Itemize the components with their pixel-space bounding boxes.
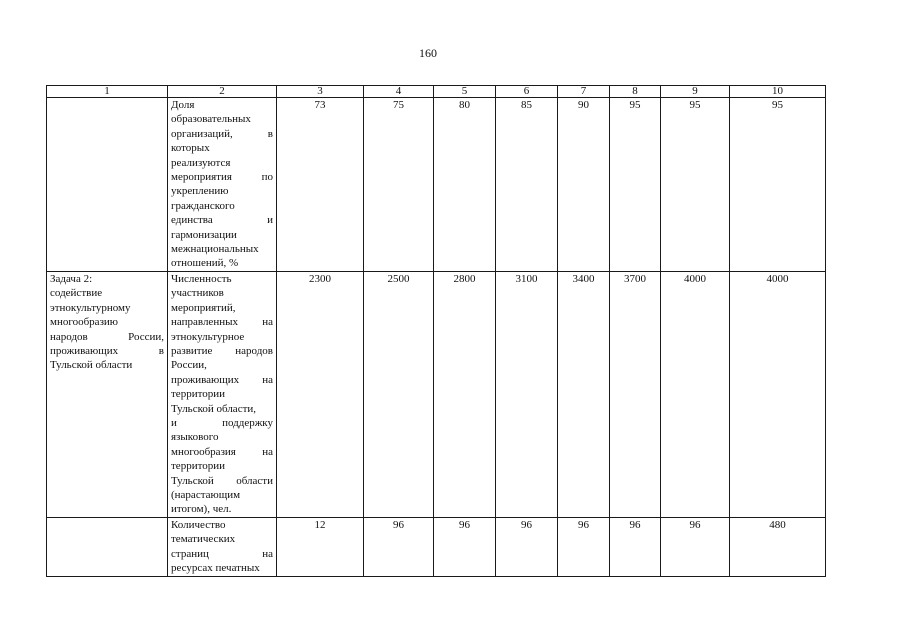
line-segment: в (158, 344, 164, 357)
table-row (47, 517, 826, 576)
line-segment: территории (171, 388, 226, 401)
indicator-line (171, 344, 273, 358)
line-segment: территории (171, 460, 226, 473)
task-cell (47, 271, 168, 517)
value-cell-col-6: 3100 (496, 271, 558, 517)
indicator-line (171, 228, 273, 242)
page-number: 160 (419, 46, 437, 60)
line-segment: содействие (50, 287, 103, 300)
indicator-line (171, 387, 273, 401)
line-segment: единства (171, 214, 213, 227)
line-segment: образовательных (171, 113, 251, 126)
header-col-8: 8 (610, 86, 661, 98)
value-cell-col-6: 85 (496, 98, 558, 272)
line-segment: Задача 2: (50, 272, 93, 285)
line-segment: многообразию (50, 316, 119, 329)
indicator-line (171, 301, 273, 315)
value-cell-col-7: 3400 (558, 271, 610, 517)
value-cell-col-4: 2500 (364, 271, 434, 517)
header-col-6: 6 (496, 86, 558, 98)
header-col-3: 3 (277, 86, 364, 98)
indicator-line (171, 518, 273, 532)
indicator-line (171, 474, 273, 488)
value-cell-col-3: 12 (277, 517, 364, 576)
line-segment: Доля (171, 99, 195, 111)
indicator-line (171, 315, 273, 329)
value-cell-col-10: 95 (730, 98, 826, 272)
indicator-line (171, 141, 273, 155)
line-segment: Тульской области (50, 359, 133, 372)
value-cell-col-4: 96 (364, 517, 434, 576)
value-cell-col-5: 80 (434, 98, 496, 272)
value-cell-col-5: 2800 (434, 271, 496, 517)
value-cell-col-9: 4000 (661, 271, 730, 517)
value-cell-col-3: 73 (277, 98, 364, 272)
line-segment: страниц (171, 547, 209, 560)
line-segment: на (262, 445, 273, 458)
line-segment: мероприятий, (171, 301, 236, 314)
indicator-cell (168, 517, 277, 576)
line-segment: проживающих (171, 373, 240, 386)
header-col-1: 1 (47, 86, 168, 98)
line-segment: реализуются (171, 156, 231, 169)
table-row (47, 98, 826, 272)
line-segment: направленных (171, 316, 238, 329)
indicator-line (171, 199, 273, 213)
line-segment: Тульской области, (171, 402, 257, 415)
indicators-table (46, 85, 826, 577)
value-cell-col-10: 480 (730, 517, 826, 576)
line-segment: по (261, 171, 273, 184)
line-segment: на (262, 547, 273, 560)
task-line (50, 272, 164, 286)
indicator-line (171, 156, 273, 170)
indicator-line (171, 561, 273, 575)
indicator-line (171, 272, 273, 286)
line-segment: народов (50, 330, 88, 343)
value-cell-col-9: 95 (661, 98, 730, 272)
indicator-line (171, 330, 273, 344)
line-segment: Количество (171, 518, 226, 531)
line-segment: и (171, 416, 177, 429)
indicator-line (171, 127, 273, 141)
task-line (50, 358, 164, 372)
indicator-line (171, 184, 273, 198)
line-segment: народов (235, 344, 273, 357)
value-cell-col-7: 90 (558, 98, 610, 272)
line-segment: организаций, (171, 127, 233, 140)
indicator-cell (168, 271, 277, 517)
value-cell-col-6: 96 (496, 517, 558, 576)
line-segment: итогом), чел. (171, 503, 232, 516)
task-line (50, 344, 164, 358)
header-col-9: 9 (661, 86, 730, 98)
indicator-line (171, 242, 273, 256)
line-segment: в (267, 127, 273, 140)
line-segment: отношений, % (171, 257, 239, 270)
table-header-row (47, 86, 826, 98)
task-cell (47, 98, 168, 272)
task-line (50, 315, 164, 329)
indicator-line (171, 488, 273, 502)
line-segment: Численность (171, 272, 232, 285)
header-col-2: 2 (168, 86, 277, 98)
task-line (50, 330, 164, 344)
line-segment: многообразия (171, 445, 236, 458)
indicator-line (171, 459, 273, 473)
indicator-line (171, 532, 273, 546)
line-segment: мероприятия (171, 171, 232, 184)
indicator-line (171, 213, 273, 227)
value-cell-col-10: 4000 (730, 271, 826, 517)
header-col-5: 5 (434, 86, 496, 98)
indicator-line (171, 358, 273, 372)
indicator-line (171, 98, 273, 112)
indicator-line (171, 373, 273, 387)
header-col-7: 7 (558, 86, 610, 98)
line-segment: языкового (171, 431, 219, 444)
line-segment: области (236, 474, 273, 487)
indicator-line (171, 430, 273, 444)
line-segment: ресурсах печатных (171, 562, 260, 575)
line-segment: участников (171, 287, 224, 300)
indicator-line (171, 547, 273, 561)
indicator-line (171, 112, 273, 126)
task-line (50, 301, 164, 315)
value-cell-col-5: 96 (434, 517, 496, 576)
indicator-line (171, 256, 273, 270)
line-segment: укреплению (171, 185, 229, 198)
indicator-line (171, 286, 273, 300)
table-row (47, 271, 826, 517)
value-cell-col-9: 96 (661, 517, 730, 576)
task-cell (47, 517, 168, 576)
header-col-4: 4 (364, 86, 434, 98)
line-segment: России, (128, 330, 164, 343)
indicator-line (171, 502, 273, 516)
indicator-line (171, 170, 273, 184)
value-cell-col-8: 3700 (610, 271, 661, 517)
header-col-10: 10 (730, 86, 826, 98)
line-segment: гармонизации (171, 228, 237, 241)
line-segment: межнациональных (171, 243, 259, 256)
line-segment: проживающих (50, 344, 119, 357)
line-segment: России, (171, 359, 207, 372)
indicator-line (171, 402, 273, 416)
line-segment: Тульской (171, 474, 214, 487)
value-cell-col-8: 95 (610, 98, 661, 272)
value-cell-col-4: 75 (364, 98, 434, 272)
indicator-line (171, 416, 273, 430)
value-cell-col-3: 2300 (277, 271, 364, 517)
line-segment: на (262, 316, 273, 329)
line-segment: и (267, 214, 273, 227)
line-segment: на (262, 373, 273, 386)
line-segment: которых (171, 142, 210, 155)
line-segment: этнокультурное (171, 330, 245, 343)
line-segment: гражданского (171, 199, 235, 212)
line-segment: (нарастающим (171, 488, 241, 501)
line-segment: тематических (171, 533, 236, 546)
line-segment: этнокультурному (50, 301, 131, 314)
task-line (50, 286, 164, 300)
indicator-cell (168, 98, 277, 272)
value-cell-col-8: 96 (610, 517, 661, 576)
indicator-line (171, 445, 273, 459)
value-cell-col-7: 96 (558, 517, 610, 576)
line-segment: поддержку (222, 416, 273, 429)
line-segment: развитие (171, 344, 213, 357)
